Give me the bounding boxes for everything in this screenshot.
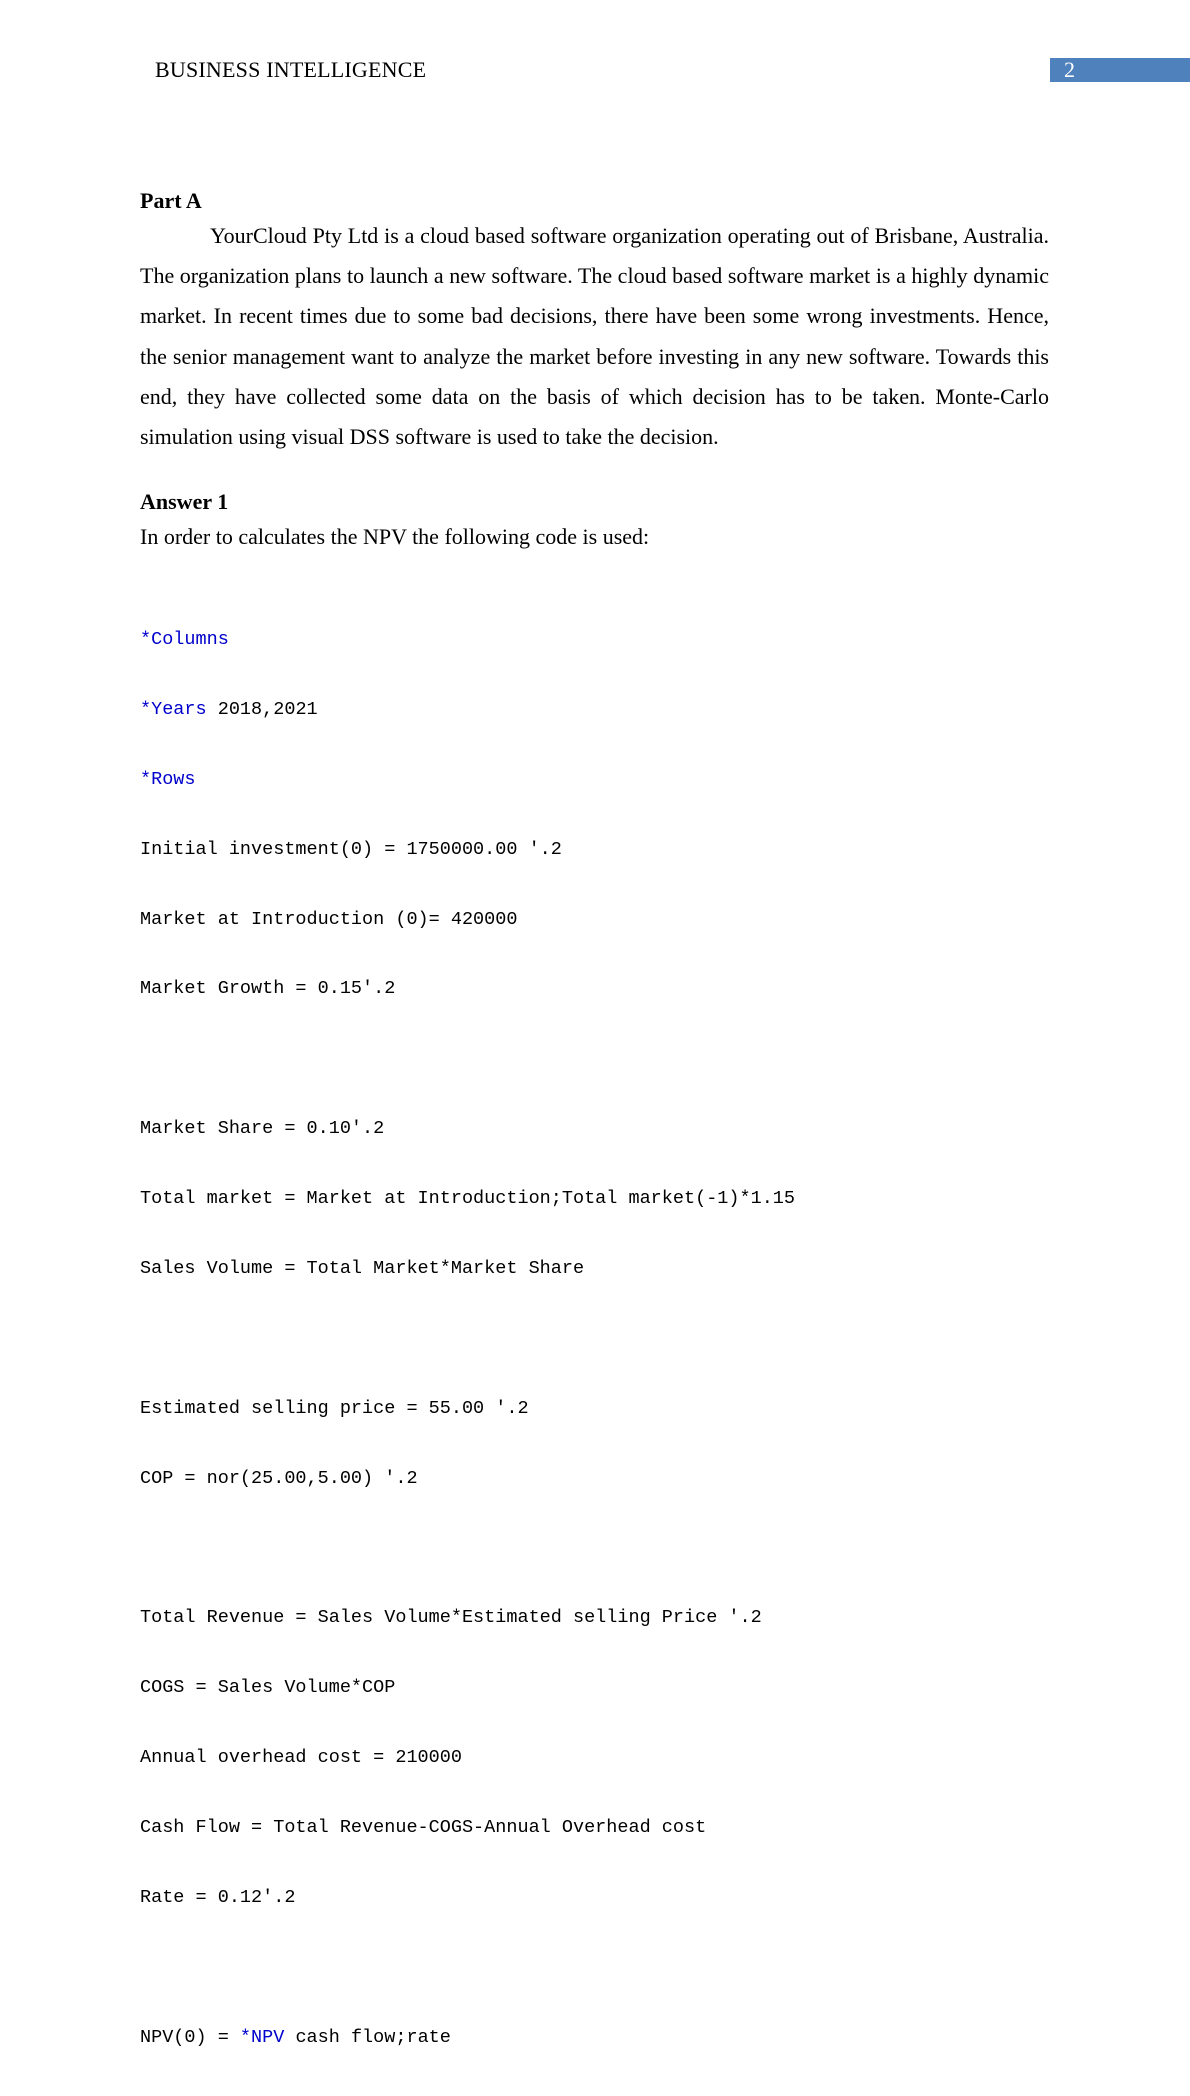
code-keyword: *Years <box>140 698 207 720</box>
section-heading-part-a: Part A <box>140 188 202 213</box>
code-keyword: *Columns <box>140 629 229 651</box>
code-line: Market Share = 0.10'.2 <box>140 1118 385 1140</box>
code-line: Annual overhead cost = 210000 <box>140 1747 462 1769</box>
code-line: Market Growth = 0.15'.2 <box>140 978 396 1000</box>
intro-paragraph: YourCloud Pty Ltd is a cloud based software organization operating out of Brisbane, Australia. The organization plans to launch a new software. The cloud based software market is a highly dynamic market. In recent times due to some bad decisions, there have been some wrong investments. Hence, the senior management want to analyze the market before investing in any new software. Towards this end, they have collected some data on the basis of which decision has to be taken. Monte-Carlo simulation using visual DSS software is used to take the decision. <box>140 223 1049 450</box>
code-line: Market at Introduction (0)= 420000 <box>140 908 518 930</box>
code-line-npv: NPV(0) = *NPV cash flow;rate <box>140 2026 451 2048</box>
code-line: Estimated selling price = 55.00 '.2 <box>140 1397 529 1419</box>
code-line: Total market = Market at Introduction;Total market(-1)*1.15 <box>140 1188 796 1210</box>
code-line: Initial investment(0) = 1750000.00 '.2 <box>140 838 562 860</box>
code-line: COGS = Sales Volume*COP <box>140 1677 396 1699</box>
code-line: Sales Volume = Total Market*Market Share <box>140 1258 585 1280</box>
code-blank-line <box>140 1956 1049 1979</box>
code-line: COP = nor(25.00,5.00) '.2 <box>140 1467 418 1489</box>
code-blank-line <box>140 1537 1049 1560</box>
code-line: *Years 2018,2021 <box>140 698 318 720</box>
running-header-title: BUSINESS INTELLIGENCE <box>155 57 427 82</box>
answer-intro-text: In order to calculates the NPV the following code is used: <box>140 524 650 550</box>
code-line <box>140 768 1049 791</box>
code-keyword: *Rows <box>140 768 196 790</box>
section-heading-answer-1: Answer 1 <box>140 489 229 515</box>
page-number: 2 <box>1064 57 1075 82</box>
page-number-bar <box>1050 58 1190 82</box>
code-line <box>140 628 1049 651</box>
code-blank-line <box>140 1047 1049 1070</box>
code-blank-line <box>140 1327 1049 1350</box>
code-line: Total Revenue = Sales Volume*Estimated selling Price '.2 <box>140 1607 762 1629</box>
code-keyword: *NPV <box>239 2026 285 2048</box>
code-line: Rate = 0.12'.2 <box>140 1887 296 1909</box>
code-block <box>140 581 1049 2095</box>
code-line: Cash Flow = Total Revenue-COGS-Annual Overhead cost <box>140 1817 707 1839</box>
document-body <box>140 186 1049 2096</box>
